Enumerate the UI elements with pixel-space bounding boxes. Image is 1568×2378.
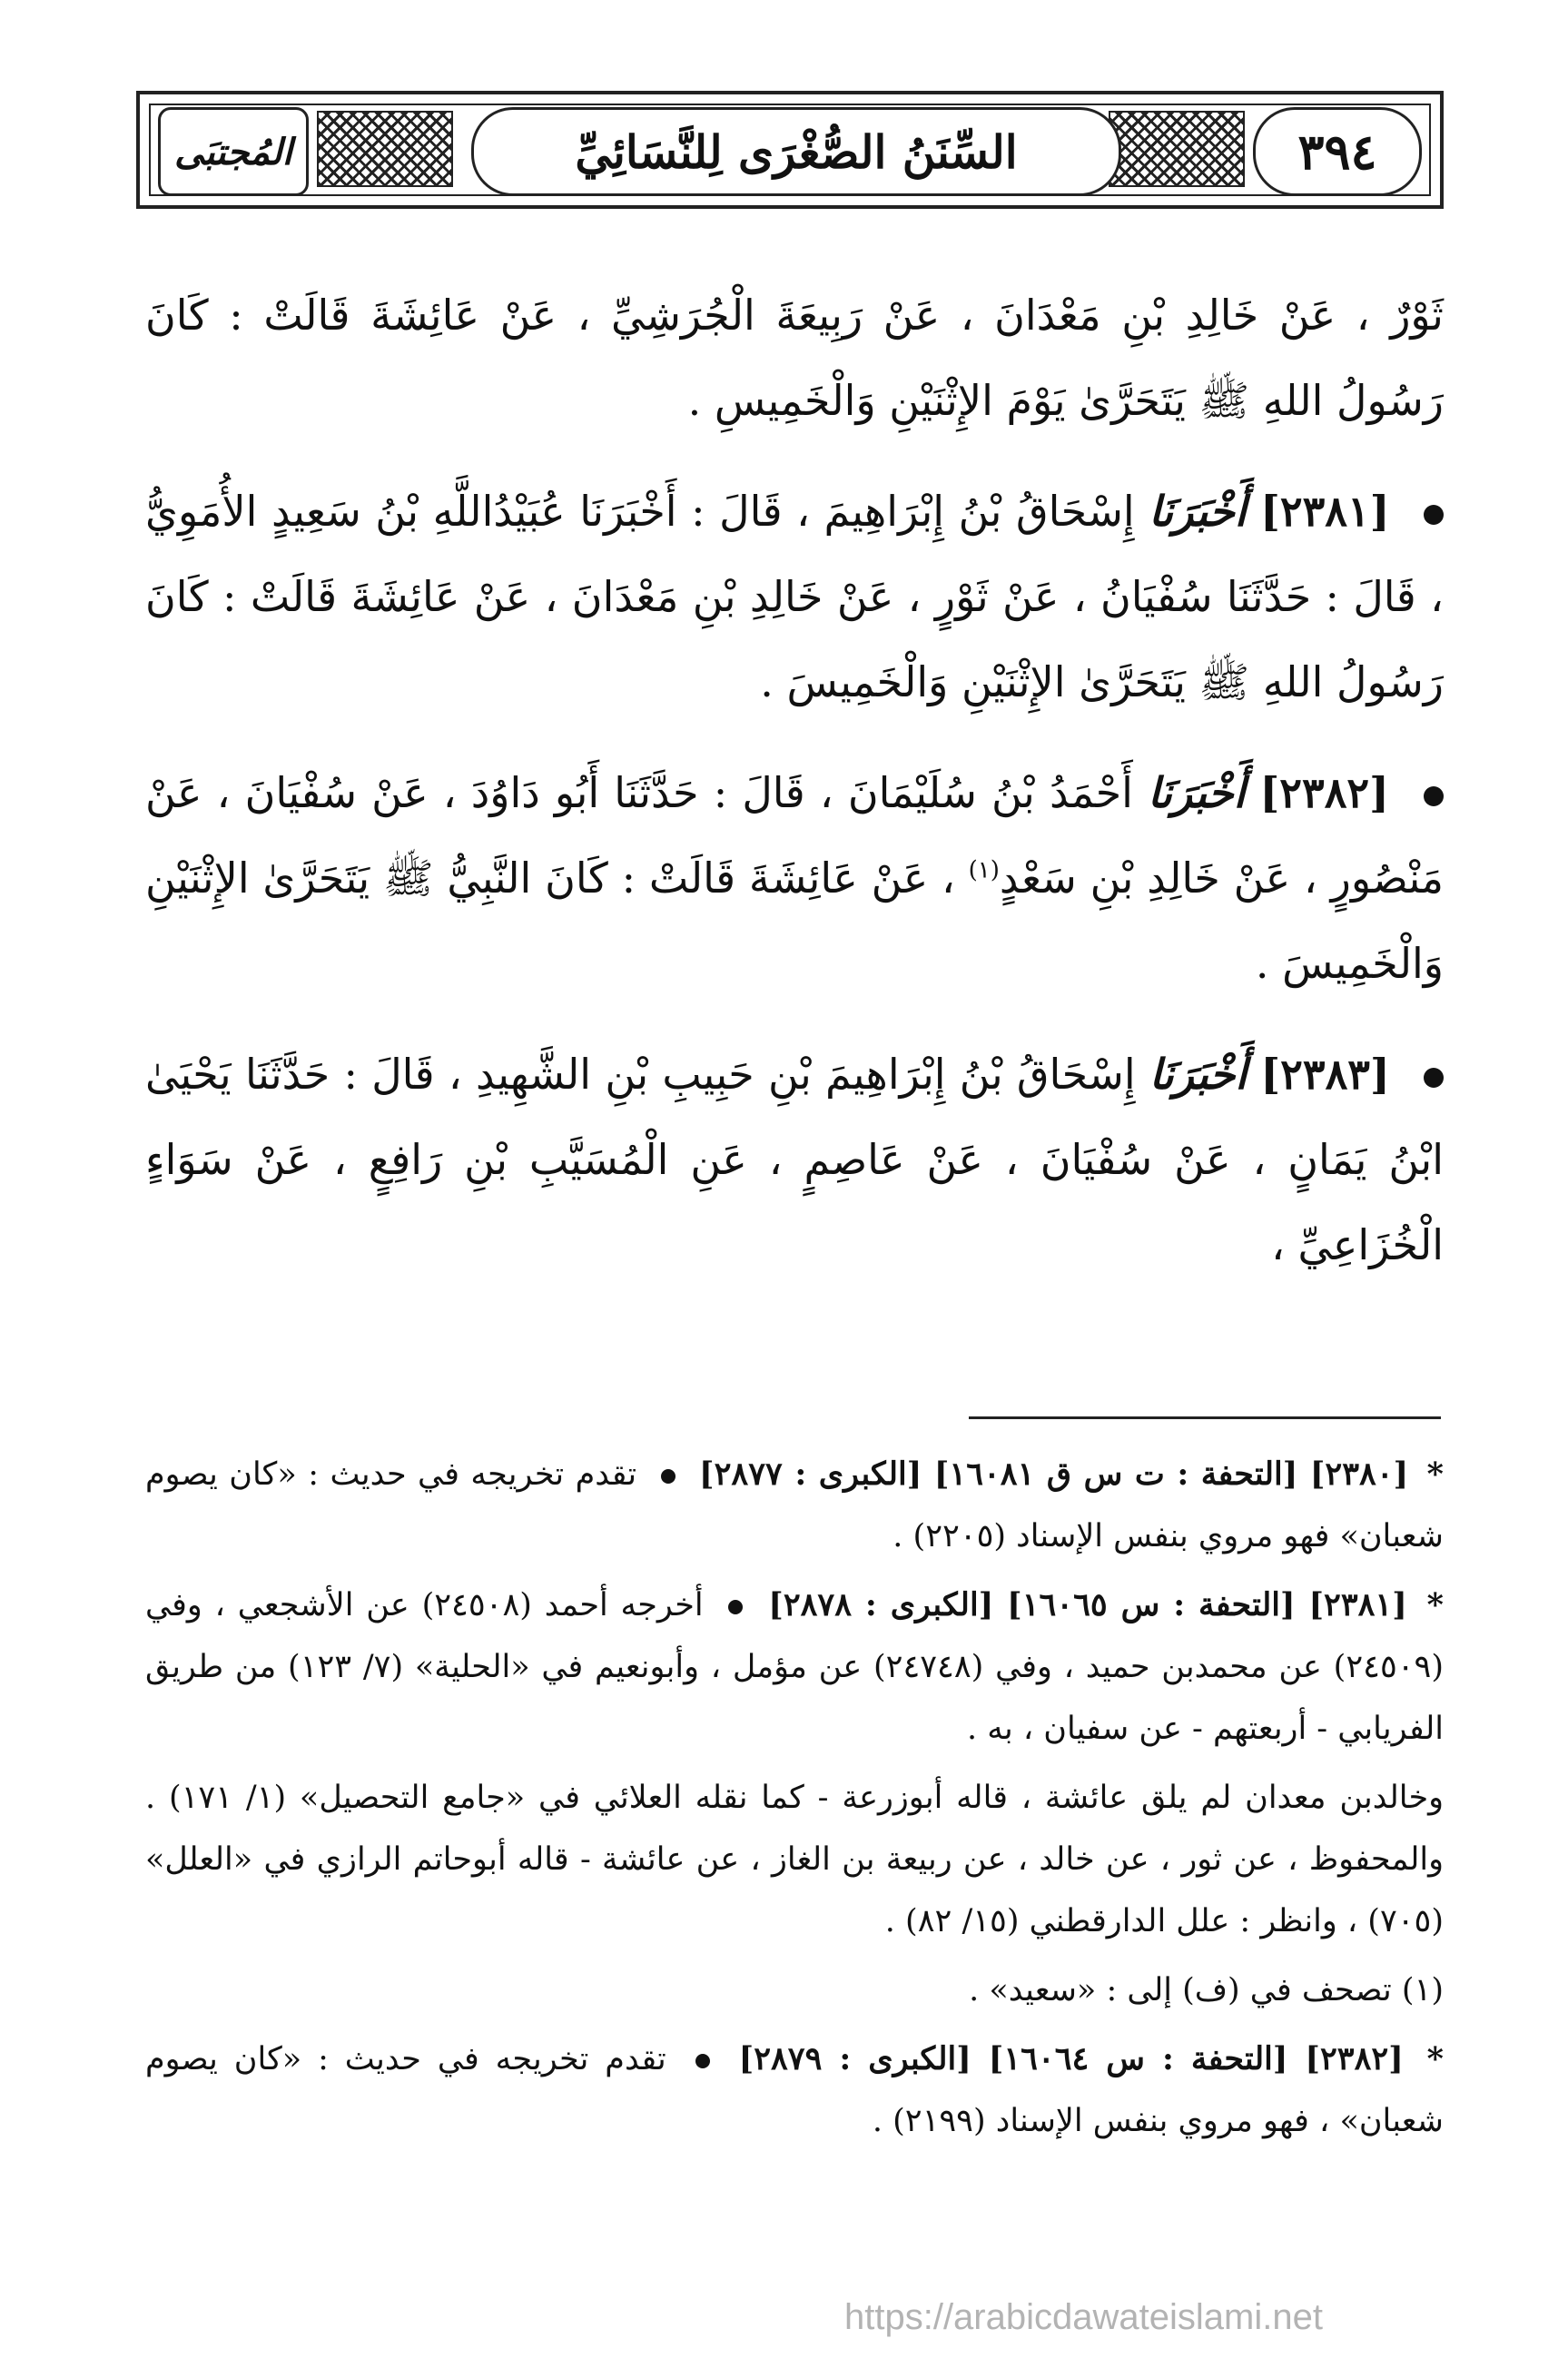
note-text: أخرجه أحمد (٢٤٥٠٨) عن الأشجعي ، وفي (٢٤٥٠٩) عن محمدبن حميد ، وفي (٢٤٧٤٨) عن مؤمل ، وأبونعيم في «الحلية» (٧/ ١٢٣) من طريق الفريابي - أربعتهم - عن سفيان ، به .	[145, 1587, 1444, 1747]
footnote-mark: (١)	[968, 856, 1000, 884]
hadith-number: [٢٣٨١]	[1260, 487, 1390, 536]
page-number-cartouche	[1253, 107, 1422, 196]
bullet-icon	[1424, 1068, 1444, 1088]
page-number: ٣٩٤	[1297, 123, 1377, 181]
hadith-number: [٢٣٨٣]	[1260, 1050, 1390, 1099]
note-2380	[145, 1444, 1444, 1567]
bullet-icon	[1424, 786, 1444, 806]
note-text: تقدم تخريجه في حديث : «كان يصوم شعبان» فهو مروي بنفس الإسناد (٢٢٠٥) .	[145, 1456, 1444, 1554]
hadith-2382	[145, 750, 1444, 1006]
dot-icon	[661, 1469, 676, 1484]
logo-text: المُجتبَى	[174, 130, 292, 173]
note-2381-continued: وخالدبن معدان لم يلق عائشة ، قاله أبوزرعة - كما نقله العلائي في «جامع التحصيل» (١/ ١٧١) . والمحفوظ ، عن ثور ، عن خالد ، عن ربيعة بن الغاز ، عن عائشة - قاله أبوحاتم الرازي في «العلل» (٧٠٥) ، وانظر : علل الدارقطني (١٥/ ٨٢) .	[145, 1780, 1445, 1939]
hadith-number: [٢٣٨٢]	[1259, 768, 1389, 817]
hadith-text-part2: ، عَنْ عَائِشَةَ قَالَتْ : كَانَ النَّبِيُّ ﷺ يَتَحَرَّىٰ الإِثْنَيْنِ وَالْخَمِيسَ .	[145, 854, 1444, 988]
book-title: السِّنَنُ الصُّغْرَى لِلنَّسَائِيِّ	[575, 124, 1018, 179]
akhbarana-word: أَخْبَرَنَا	[1148, 768, 1246, 817]
note-reference: [٢٣٨٢] [التحفة : س ١٦٠٦٤] [الكبرى : ٢٨٧٩]	[738, 2040, 1404, 2077]
hadith-2381	[145, 469, 1444, 725]
page-header	[136, 91, 1444, 209]
hadith-text: إِسْحَاقُ بْنُ إِبْرَاهِيمَ ، قَالَ : أَخْبَرَنَا عُبَيْدُاللَّهِ بْنُ سَعِيدٍ الأُمَوِيُّ ، قَالَ : حَدَّثَنَا سُفْيَانُ ، عَنْ ثَوْرٍ ، عَنْ خَالِدِ بْنِ مَعْدَانَ ، عَنْ عَائِشَةَ قَالَتْ : كَانَ رَسُولُ اللهِ ﷺ يَتَحَرَّىٰ الإِثْنَيْنِ وَالْخَمِيسَ .	[145, 487, 1444, 706]
akhbarana-word: أَخْبَرَنَا	[1149, 487, 1247, 536]
title-cartouche	[471, 107, 1121, 196]
hadith-text-part1: أَحْمَدُ بْنُ سُلَيْمَانَ ، قَالَ : حَدَّثَنَا أَبُو دَاوُدَ ، عَنْ سُفْيَانَ ، عَنْ مَنْصُورٍ ، عَنْ خَالِدِ بْنِ سَعْدٍ	[145, 768, 1445, 903]
ornament-left	[317, 111, 453, 187]
star-icon: *	[1426, 1586, 1444, 1623]
dot-icon	[728, 1600, 743, 1614]
note-2382	[145, 2028, 1444, 2152]
paragraph-continuation: ثَوْرٌ ، عَنْ خَالِدِ بْنِ مَعْدَانَ ، عَنْ رَبِيعَةَ الْجُرَشِيِّ ، عَنْ عَائِشَةَ قَالَتْ : كَانَ رَسُولُ اللهِ ﷺ يَتَحَرَّىٰ يَوْمَ الإِثْنَيْنِ وَالْخَمِيسِ .	[145, 291, 1444, 425]
footnotes	[145, 1444, 1444, 2159]
hadith-text: إِسْحَاقُ بْنُ إِبْرَاهِيمَ بْنِ حَبِيبِ بْنِ الشَّهِيدِ ، قَالَ : حَدَّثَنَا يَحْيَىٰ ابْنُ يَمَانٍ ، عَنْ سُفْيَانَ ، عَنْ عَاصِمٍ ، عَنِ الْمُسَيَّبِ بْنِ رَافِعٍ ، عَنْ سَوَاءٍ الْخُزَاعِيِّ ،	[145, 1050, 1444, 1269]
note-2381	[145, 1574, 1444, 1760]
note-reference: [٢٣٨٠] [التحفة : ت س ق ١٦٠٨١] [الكبرى : ٢٨٧٧]	[699, 1455, 1409, 1493]
book-logo	[158, 107, 309, 196]
ornament-right	[1109, 111, 1245, 187]
bullet-icon	[1424, 505, 1444, 525]
main-text	[145, 272, 1444, 1313]
footnote-separator	[969, 1416, 1441, 1419]
hadith-2383	[145, 1031, 1444, 1288]
star-icon: *	[1426, 1455, 1444, 1493]
dot-icon	[695, 2054, 710, 2068]
akhbarana-word: أَخْبَرَنَا	[1149, 1050, 1247, 1099]
note-text: تقدم تخريجه في حديث : «كان يصوم شعبان» ، فهو مروي بنفس الإسناد (٢١٩٩) .	[145, 2041, 1444, 2139]
watermark-url: https://arabicdawateislami.net	[844, 2297, 1323, 2337]
star-icon: *	[1426, 2040, 1444, 2077]
note-reference: [٢٣٨١] [التحفة : س ١٦٠٦٥] [الكبرى : ٢٨٧٨]	[768, 1586, 1407, 1623]
footnote-1: (١) تصحف في (ف) إلى : «سعيد» .	[969, 1972, 1444, 2008]
